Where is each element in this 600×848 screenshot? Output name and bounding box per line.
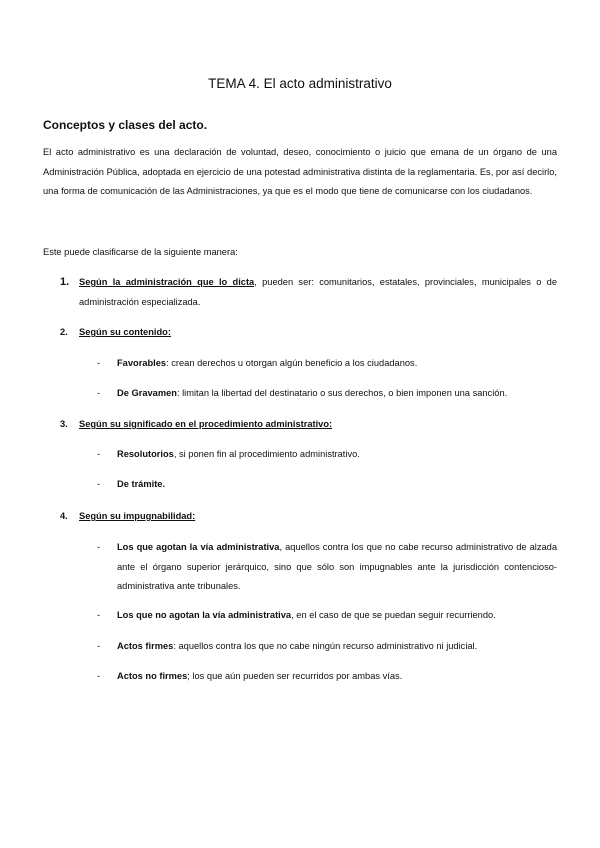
dash-bullet: - <box>97 671 101 681</box>
list-item-3 <box>60 415 557 435</box>
sub-item <box>97 667 557 687</box>
sub-item-body <box>117 606 557 626</box>
list-number: 2. <box>60 327 68 337</box>
sub-item <box>97 538 557 597</box>
sub-item-text: , en el caso de que se puedan seguir recurriendo. <box>291 610 496 620</box>
sub-item-body <box>117 445 557 465</box>
dash-bullet: - <box>97 479 101 489</box>
sub-item-term: Actos no firmes <box>117 671 188 681</box>
sub-item <box>97 475 557 495</box>
list-item-text: , pueden ser: comunitarios, estatales, provinciales, municipales o de administración especializada. <box>79 277 558 307</box>
dash-bullet: - <box>97 641 101 651</box>
sub-item-body <box>117 538 557 597</box>
list-item-body <box>79 415 557 435</box>
document-title: TEMA 4. El acto administrativo <box>208 76 392 91</box>
sub-item-term: Los que no agotan la vía administrativa <box>117 610 292 620</box>
sub-item-term: Actos firmes <box>117 641 174 651</box>
sub-item-body <box>117 637 557 657</box>
dash-bullet: - <box>97 449 101 459</box>
list-item-body <box>79 507 557 527</box>
sub-item-term: Los que agotan la vía administrativa <box>117 542 280 552</box>
list-number: 3. <box>60 419 68 429</box>
sub-item <box>97 637 557 657</box>
sub-item-term: De trámite. <box>117 479 166 489</box>
sub-item <box>97 384 557 404</box>
list-number: 1. <box>60 276 70 288</box>
list-item-heading: Según su impugnabilidad: <box>79 511 196 521</box>
sub-item-text: ; los que aún pueden ser recurridos por ambas vías. <box>187 671 403 681</box>
sub-item <box>97 354 557 374</box>
sub-item-body <box>117 475 557 495</box>
sub-item-body <box>117 667 557 687</box>
sub-item-term: Favorables <box>117 358 167 368</box>
sub-item-body <box>117 354 557 374</box>
sub-item <box>97 445 557 465</box>
list-item-1 <box>60 273 557 312</box>
classification-lead: Este puede clasificarse de la siguiente manera: <box>43 247 238 257</box>
sub-item-text: : crean derechos u otorgan algún beneficio a los ciudadanos. <box>166 358 418 368</box>
sub-item-text: , si ponen fin al procedimiento administrativo. <box>173 449 360 459</box>
sub-item-text: : limitan la libertad del destinatario o sus derechos, o bien imponen una sanción. <box>176 388 508 398</box>
list-item-heading: Según su contenido: <box>79 327 171 337</box>
section-heading: Conceptos y clases del acto. <box>43 118 208 132</box>
dash-bullet: - <box>97 358 101 368</box>
list-number: 4. <box>60 511 68 521</box>
list-item-2 <box>60 323 557 343</box>
sub-item-body <box>117 384 557 404</box>
sub-item-term: De Gravamen <box>117 388 177 398</box>
sub-item-text: , aquellos contra los que no cabe recurso administrativo de alzada ante el órgano superior jerárquico, sino que sólo son impugnables ante la jurisdicción contencioso-administrativa ante tribunales. <box>117 542 557 592</box>
list-item-heading: Según su significado en el procedimiento administrativo: <box>79 419 333 429</box>
list-item-4 <box>60 507 557 527</box>
list-item-heading: Según la administración que lo dicta <box>79 277 255 287</box>
sub-item-term: Resolutorios <box>117 449 174 459</box>
list-item-body <box>79 273 557 312</box>
list-item-body <box>79 323 557 343</box>
intro-paragraph: El acto administrativo es una declaración de voluntad, deseo, conocimiento o juicio que emana de un órgano de una Administración Pública, adoptada en ejercicio de una potestad administrativa distinta de la reglamentaria. Es, por así decirlo, una forma de comunicación de las Administraciones, ya que es el modo que tiene de comunicarse con los ciudadanos. <box>43 147 557 197</box>
sub-item <box>97 606 557 626</box>
dash-bullet: - <box>97 610 101 620</box>
dash-bullet: - <box>97 542 101 552</box>
dash-bullet: - <box>97 388 101 398</box>
sub-item-text: : aquellos contra los que no cabe ningún recurso administrativo ni judicial. <box>173 641 478 651</box>
